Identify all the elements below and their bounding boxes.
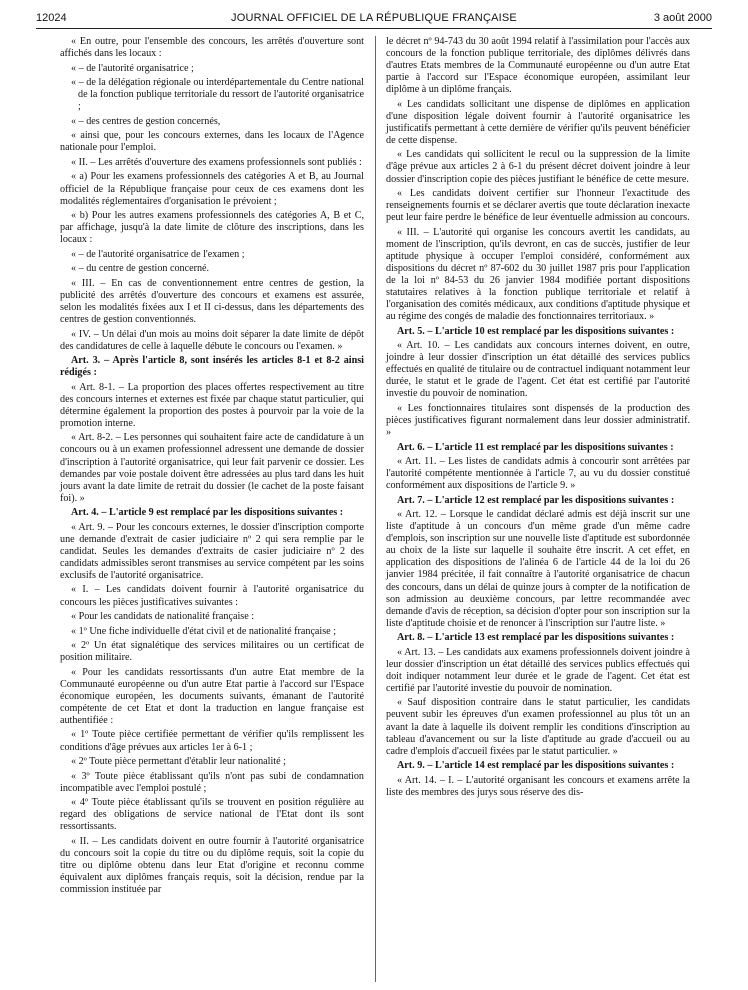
paragraph: « 2º Toute pièce permettant d'établir leur nationalité ;: [71, 756, 286, 768]
paragraph: « 3º Toute pièce établissant qu'ils n'ont pas subi de condamnation incompatible avec l'emploi postulé ;: [60, 770, 364, 794]
article-heading: Art. 8. – L'article 13 est remplacé par les dispositions suivantes :: [397, 632, 675, 644]
paragraph: « Art. 13. – Les candidats aux examens professionnels doivent joindre à leur dossier d'inscription un état détaillé des services publics effectués qui doit indiquer notamment leur durée et le grade de l'agent. Cet état est certifié par l'autorité investie du pouvoir de nomination.: [386, 646, 690, 694]
article-heading: Art. 4. – L'article 9 est remplacé par les dispositions suivantes :: [71, 507, 344, 519]
paragraph: « Pour les candidats de nationalité française :: [71, 611, 255, 623]
journal-title: JOURNAL OFFICIEL DE LA RÉPUBLIQUE FRANÇAISE: [231, 12, 517, 24]
paragraph: « a) Pour les examens professionnels des catégories A et B, au Journal officiel de la République française pour ceux de ces examens dont les modalités réglementaires d'organisation le prévoient ;: [60, 171, 364, 207]
article-heading: Art. 6. – L'article 11 est remplacé par les dispositions suivantes :: [397, 441, 674, 453]
paragraph: « Art. 14. – I. – L'autorité organisant les concours et examens arrête la liste des membres des jurys sous réserve des dis-: [386, 774, 690, 798]
paragraph: « Les candidats doivent certifier sur l'honneur l'exactitude des renseignements fournis et se déclarer avertis que toute déclaration inexacte peut leur faire perdre le bénéfice de leur éventuelle admission au concours.: [386, 188, 690, 224]
paragraph: « III. – En cas de conventionnement entre centres de gestion, la publicité des arrêtés d'ouverture des concours et examens est assurée, selon les modalités fixées aux I et II ci-dessus, dans les départements des centres de gestion conventionnés.: [60, 277, 364, 325]
paragraph: « Art. 10. – Les candidats aux concours internes doivent, en outre, joindre à leur dossier d'inscription un état détaillé des services publics effectués en qualité de titulaire ou de contractuel indiquant notamment leur durée, le statut et le grade de l'agent. Cet état est certifié par l'autorité investie du pouvoir de nomination.: [386, 340, 691, 400]
paragraph: « ainsi que, pour les concours externes, dans les locaux de l'Agence nationale pour l'emploi.: [60, 130, 364, 154]
paragraph: « III. – L'autorité qui organise les concours avertit les candidats, au moment de l'inscription, qu'ils devront, en cas de succès, justifier de leur aptitude physique à occuper l'emploi considéré, conformément aux dispositions du décret nº 87-602 du 30 juillet 1987 pris pour l'application de la loi nº 84-53 du 26 janvier 1984 modifiée portant dispositions statutaires relatives à la fonction publique territoriale et relatif à l'organisation des comités médicaux, aux conditions d'aptitude physique et au régime des congés de maladie des fonctionnaires territoriaux. »: [386, 226, 690, 323]
paragraph: « Art. 12. – Lorsque le candidat déclaré admis est déjà inscrit sur une liste d'aptitude à un concours d'un même grade d'un même cadre d'emplois, son inscription sur une nouvelle liste d'aptitude est subordonnée au choix de la liste sur laquelle il souhaite être inscrit. A cet effet, en application des dispositions de l'alinéa 6 de l'article 44 de la loi du 26 janvier 1984 précitée, il fait connaître à l'autorité organisatrice de chacun des concours, dans un délai de quinze jours à compter de la notification de son admission au deuxième concours, par lettre recommandée avec demande d'avis de réception, sa décision d'opter pour son inscription sur la liste d'aptitude choisie et de renoncer à l'inscription sur l'autre liste. »: [386, 509, 690, 629]
paragraph: « Pour les candidats ressortissants d'un autre Etat membre de la Communauté européenne ou d'un autre Etat partie à l'accord sur l'Espace économique européen, les documents suivants, émanant de l'autorité compétente de cet Etat et dont la traduction en langue française est authentifiée :: [60, 666, 364, 726]
page-header: [36, 8, 712, 29]
list-item: « – des centres de gestion concernés,: [71, 115, 221, 127]
paragraph: le décret nº 94-743 du 30 août 1994 relatif à l'assimilation pour l'accès aux concours de la fonction publique territoriale, des diplômes délivrés dans d'autres Etats membres de la Communauté européenne ou d'un autre Etat partie à l'accord sur l'Espace économique européen, assimilant leur diplôme à un diplôme français.: [386, 36, 690, 96]
right-column: [386, 36, 690, 801]
paragraph: « II. – Les arrêtés d'ouverture des examens professionnels sont publiés :: [71, 156, 362, 168]
article-heading: Art. 5. – L'article 10 est remplacé par les dispositions suivantes :: [397, 325, 675, 337]
paragraph: « 1º Une fiche individuelle d'état civil et de nationalité française ;: [71, 625, 337, 637]
paragraph: « 4º Toute pièce établissant qu'ils se trouvent en position régulière au regard des obligations de service national de l'Etat dont ils sont ressortissants.: [60, 797, 364, 833]
paragraph: « Les candidats qui sollicitent le recul ou la suppression de la limite d'âge prévue aux articles 2 à 6-1 du présent décret doivent joindre à leur dossier d'inscription copie des pièces justifiant le bénéfice de cette mesure.: [386, 149, 690, 185]
list-item: « – de l'autorité organisatrice de l'examen ;: [71, 248, 245, 260]
article-heading: Art. 9. – L'article 14 est remplacé par les dispositions suivantes :: [397, 760, 675, 772]
page-number: 12024: [36, 12, 67, 24]
paragraph: « Art. 11. – Les listes de candidats admis à concourir sont arrêtées par l'autorité compétente mentionnée à l'article 7, au vu du dossier constitué conformément aux dispositions de l'article 9. »: [386, 456, 690, 492]
paragraph: « 1º Toute pièce certifiée permettant de vérifier qu'ils remplissent les conditions d'âge prévues aux articles 1er à 6-1 ;: [60, 729, 364, 753]
list-item: « – du centre de gestion concerné.: [71, 263, 210, 275]
paragraph: « IV. – Un délai d'un mois au moins doit séparer la date limite de dépôt des candidatures de celle à laquelle débute le concours ou l'examen. »: [60, 328, 364, 352]
paragraph: « Les candidats sollicitant une dispense de diplômes en application d'une disposition légale doivent fournir à l'autorité organisatrice les justificatifs permettant à cette dernière de vérifier qu'ils peuvent bénéficier de cette dispense.: [386, 98, 690, 146]
article-heading: Art. 7. – L'article 12 est remplacé par les dispositions suivantes :: [397, 494, 675, 506]
list-item: « – de l'autorité organisatrice ;: [71, 62, 194, 74]
column-divider: [375, 36, 376, 982]
paragraph: « Art. 8-2. – Les personnes qui souhaitent faire acte de candidature à un concours ou à un examen professionnel adressent une demande de dossier d'inscription à l'autorité organisatrice, qui leur fait parvenir ce dossier. Les demandes par voie postale doivent être adressées au plus tard dans les huit jours avant la date limite de retrait du dossier (le cachet de la poste faisant foi). »: [60, 432, 364, 504]
paragraph: « Les fonctionnaires titulaires sont dispensés de la production des pièces justificatives figurant normalement dans leur dossier administratif. »: [386, 402, 690, 438]
paragraph: « En outre, pour l'ensemble des concours, les arrêtés d'ouverture sont affichés dans les locaux :: [60, 36, 364, 60]
paragraph: « I. – Les candidats doivent fournir à l'autorité organisatrice du concours les pièces justificatives suivantes :: [60, 584, 364, 608]
article-heading: Art. 3. – Après l'article 8, sont insérés les articles 8-1 et 8-2 ainsi rédigés :: [60, 355, 364, 379]
left-column: [60, 36, 364, 899]
paragraph: « Art. 8-1. – La proportion des places offertes respectivement au titre des concours internes et externes est fixée par chaque statut particulier, qui détermine également la proportion des postes à pourvoir par la voie de la promotion interne.: [60, 381, 364, 429]
issue-date: 3 août 2000: [653, 12, 712, 24]
paragraph: « b) Pour les autres examens professionnels des catégories A, B et C, par affichage, jusqu'à la date limite de clôture des inscriptions, dans les locaux :: [60, 210, 364, 246]
paragraph: « Sauf disposition contraire dans le statut particulier, les candidats peuvent subir les épreuves d'un examen professionnel au plus tôt un an avant la date à laquelle ils doivent remplir les conditions d'inscription au tableau d'avancement ou sur la liste d'aptitude au grade d'accueil ou au cadre d'emplois d'accueil fixées par le statut particulier. »: [386, 697, 690, 757]
paragraph: « 2º Un état signalétique des services militaires ou un certificat de position militaire.: [60, 640, 364, 664]
paragraph: « Art. 9. – Pour les concours externes, le dossier d'inscription comporte une demande d'extrait de casier judiciaire nº 2 qui sera remplie par le candidat. Seules les demandes d'extraits de casier judiciaire nº 2 des candidats admissibles seront transmises au service compétent par les soins exclusifs de l'autorité organisatrice.: [60, 521, 364, 581]
paragraph: « II. – Les candidats doivent en outre fournir à l'autorité organisatrice du concours soit la copie du titre ou du diplôme requis, soit la copie du titre ou diplôme obtenu dans leur Etat d'origine et reconnu comme équivalent aux diplômes français requis, soit la décision, rendue par la commission instituée par: [60, 835, 364, 896]
list-item: « – de la délégation régionale ou interdépartementale du Centre national de la fonction publique territoriale du ressort de l'autorité organisatrice ;: [71, 77, 364, 113]
